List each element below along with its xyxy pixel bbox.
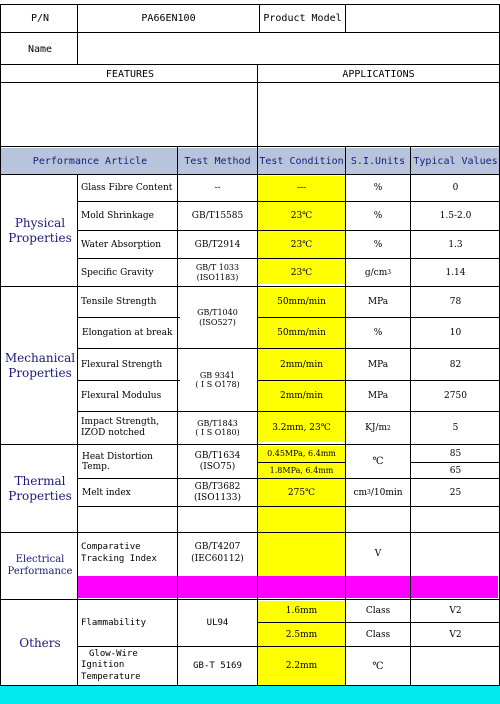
row-water-absorption-value: 1.3 (448, 239, 463, 250)
row-melt-index-method (178, 479, 257, 506)
row-impact-value: 5 (452, 423, 459, 433)
row-melt-index-value: 25 (449, 487, 462, 498)
col-si-units: S.I.Units (350, 155, 406, 167)
row-melt-index-unit (346, 479, 410, 506)
product-model-label: Product Model (263, 12, 342, 24)
row-flammability-condition-2: 2.5mm (285, 629, 318, 640)
features-header: FEATURES (105, 68, 155, 80)
article-line: Glow-Wire (89, 649, 138, 660)
row-impact-unit (346, 412, 410, 444)
row-flexural-modulus-value: 2750 (444, 391, 467, 401)
product-model-value (346, 5, 498, 31)
row-flammability-value-2: V2 (449, 629, 462, 640)
row-mold-shrinkage-value: 1.5-2.0 (439, 211, 472, 221)
row-flexural-modulus-condition: 2mm/min (279, 391, 324, 401)
row-hdt-condition-1: 0.45MPa, 6.4mm (267, 449, 336, 458)
row-mold-shrinkage-method: GB/T15585 (191, 211, 244, 221)
row-mold-shrinkage-unit: % (373, 211, 383, 221)
unit-text: cm (353, 487, 368, 498)
method-line: GB/T3682 (194, 481, 241, 492)
method-line: (IEC60112) (191, 554, 244, 564)
method-line: (ISO1133) (193, 492, 242, 503)
row-glow-wire-article (78, 647, 177, 685)
article-line: Tracking Index (81, 554, 157, 564)
method-line: ( I S O180) (195, 428, 240, 437)
row-hdt-article: Heat Distortion Temp. (82, 451, 153, 472)
unit-sup: 3 (367, 489, 371, 496)
row-water-absorption-article: Water Absorption (81, 239, 162, 250)
method-line: GB/T 1033 (195, 263, 240, 273)
name-value (78, 34, 498, 64)
row-mold-shrinkage-condition: 23℃ (290, 211, 313, 221)
group-others: Others (19, 635, 61, 650)
row-cti-unit: V (374, 549, 382, 559)
row-specific-gravity-unit (346, 259, 410, 286)
row-specific-gravity-article: Specific Gravity (81, 267, 154, 278)
row-elongation-condition: 50mm/min (277, 328, 326, 338)
cyan-footer-bar (0, 686, 500, 704)
row-tensile-strength-article: Tensile Strength (81, 297, 157, 307)
row-flexural-strength-unit: MPa (367, 359, 389, 370)
row-elongation-unit: % (373, 328, 383, 338)
row-glass-fibre-article: Glass Fibre Content (81, 183, 173, 193)
method-line: GB/T4207 (194, 542, 241, 553)
row-hdt-unit: ℃ (372, 456, 384, 467)
row-glass-fibre-method: -- (214, 183, 221, 193)
row-hdt-method (178, 445, 257, 478)
unit-text: KJ/m (365, 423, 388, 433)
row-cti-condition (258, 533, 345, 575)
row-impact-method (178, 412, 257, 444)
row-cti-article (78, 533, 177, 575)
row-flammability-unit-1: Class (365, 606, 391, 616)
row-hdt-value-1: 85 (449, 448, 462, 459)
row-glow-wire-condition: 2.2mm (285, 661, 318, 671)
unit-text: g/cm (364, 267, 388, 278)
row-impact-article (78, 412, 177, 444)
row-flammability-article: Flammability (81, 618, 147, 628)
row-hdt-condition-2: 1.8MPa, 6.4mm (269, 466, 334, 475)
group-electrical-performance: Electrical Performance (7, 553, 73, 577)
row-flammability-unit-2: Class (365, 629, 391, 640)
article-line: Ignition (81, 660, 125, 671)
method-line: GB/T1843 (197, 418, 238, 428)
article-line: Comparative (81, 542, 141, 553)
group-physical-properties: Physical Properties (8, 215, 72, 245)
row-flammability-method: UL94 (206, 618, 229, 628)
row-elongation-article: Elongation at break (82, 328, 173, 338)
row-flexural-modulus-unit: MPa (367, 391, 389, 401)
col-performance-article: Performance Article (32, 155, 148, 167)
row-specific-gravity-value: 1.14 (445, 267, 466, 278)
row-cti-value (411, 533, 500, 575)
unit-tail: /10min (370, 487, 403, 498)
row-flexural-strength-article: Flexural Strength (81, 359, 163, 370)
pn-value: PA66EN100 (141, 12, 196, 24)
row-glass-fibre-condition: --- (296, 183, 307, 193)
row-specific-gravity-condition: 23℃ (290, 267, 313, 278)
group-thermal-properties: Thermal Properties (8, 473, 72, 503)
row-flammability-value-1: V2 (449, 606, 462, 616)
row-melt-index-condition: 275℃ (287, 487, 316, 498)
row-tensile-strength-condition: 50mm/min (277, 297, 326, 307)
method-line: (ISO527) (199, 317, 236, 327)
magenta-row (78, 576, 498, 598)
row-glow-wire-unit: ℃ (372, 660, 384, 672)
row-flammability-condition-1: 1.6mm (285, 606, 318, 616)
row-tensile-strength-unit: MPa (367, 297, 389, 307)
row-glass-fibre-value: 0 (452, 183, 459, 193)
article-line: IZOD notched (81, 428, 146, 438)
pn-label: P/N (30, 12, 50, 24)
applications-header: APPLICATIONS (342, 68, 415, 80)
article-line: Impact Strength, (81, 416, 159, 427)
row-cti-method (178, 533, 257, 575)
col-test-condition: Test Condition (259, 155, 344, 167)
row-mold-shrinkage-article: Mold Shrinkage (81, 211, 154, 221)
unit-sup: 3 (387, 269, 392, 276)
row-specific-gravity-method (178, 259, 257, 286)
row-hdt-value-2: 65 (449, 465, 462, 476)
col-test-method: Test Method (184, 155, 251, 167)
method-line: GB/T1634 (194, 450, 241, 461)
method-line: GB/T1040 (197, 308, 238, 318)
method-line: GB 9341 (199, 370, 236, 380)
row-flexural-strength-value: 82 (449, 359, 462, 370)
row-glass-fibre-unit: % (373, 183, 383, 193)
row-water-absorption-method: GB/T2914 (194, 239, 241, 250)
group-mechanical-properties: Mechanical Properties (4, 350, 76, 380)
row-flexural-method (178, 349, 257, 411)
method-line: (ISO1183) (196, 272, 239, 282)
row-flexural-strength-condition: 2mm/min (279, 359, 324, 370)
row-tensile-strength-value: 78 (449, 297, 462, 307)
row-melt-index-article: Melt index (82, 487, 131, 498)
row-elongation-value: 10 (449, 328, 462, 338)
method-line: (ISO75) (199, 461, 236, 472)
col-typical-values: Typical Values (413, 155, 498, 167)
row-glow-wire-value (411, 647, 500, 685)
row-flexural-modulus-article: Flexural Modulus (81, 391, 162, 401)
method-line: ( I S O178) (195, 380, 240, 389)
row-impact-condition: 3.2mm, 23℃ (272, 423, 331, 433)
row-tensile-method (178, 287, 257, 348)
unit-sup: 2 (387, 424, 391, 432)
article-line: Temperature (81, 671, 141, 682)
row-water-absorption-condition: 23℃ (290, 239, 313, 250)
row-glow-wire-method: GB-T 5169 (193, 661, 242, 671)
name-label: Name (27, 43, 53, 55)
row-water-absorption-unit: % (373, 239, 383, 250)
